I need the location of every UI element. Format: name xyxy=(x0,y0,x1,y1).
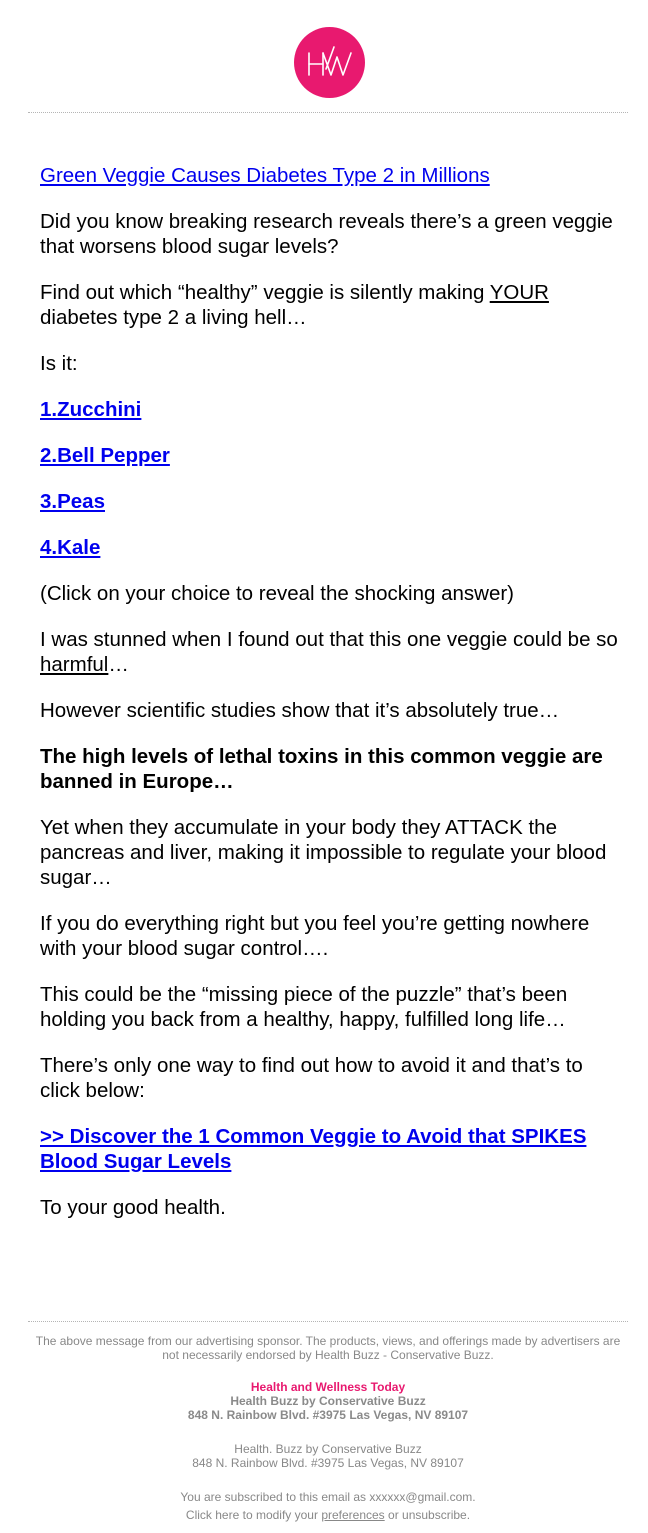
text: or unsubscribe. xyxy=(384,1508,471,1522)
emphasis-harmful: harmful xyxy=(40,653,109,676)
text: I was stunned when I found out that this one veggie could be so xyxy=(40,628,618,651)
footer-divider xyxy=(28,1321,628,1322)
choice-link-kale[interactable]: 4.Kale xyxy=(40,536,101,559)
footer-address-bold: 848 N. Rainbow Blvd. #3975 Las Vegas, NV 89107 xyxy=(187,1408,469,1422)
text: … xyxy=(108,653,129,676)
footer-company-bold: Health Buzz by Conservative Buzz xyxy=(230,1394,426,1408)
choice-link-zucchini[interactable]: 1.Zucchini xyxy=(40,398,142,421)
footer-subscribed: You are subscribed to this email as xxxxxx@gmail.com. xyxy=(180,1490,476,1504)
paragraph-click-note: (Click on your choice to reveal the shocking answer) xyxy=(40,582,514,605)
choice-link-peas[interactable]: 3.Peas xyxy=(40,490,105,513)
preferences-link[interactable]: preferences xyxy=(321,1508,385,1522)
text: Find out which “healthy” veggie is silently making xyxy=(40,281,490,304)
hw-logo-icon xyxy=(304,43,356,83)
paragraph-puzzle: This could be the “missing piece of the puzzle” that’s been holding you back from a healthy, happy, fulfilled long life… xyxy=(40,983,568,1031)
footer-disclaimer: The above message from our advertising sponsor. The products, views, and offerings made by advertisers are not necessarily endorsed by Health Buzz - Conservative Buzz. xyxy=(35,1334,621,1362)
text: diabetes type 2 a living hell… xyxy=(40,306,307,329)
text: Click here to modify your xyxy=(185,1508,322,1522)
hw-logo[interactable] xyxy=(294,27,365,98)
choice-link-bell-pepper[interactable]: 2.Bell Pepper xyxy=(40,444,170,467)
header-divider xyxy=(28,112,628,113)
email-footer xyxy=(28,1334,628,1522)
paragraph-stunned xyxy=(40,627,620,677)
paragraph-studies: However scientific studies show that it’s absolutely true… xyxy=(40,699,560,722)
paragraph-attack: Yet when they accumulate in your body they ATTACK the pancreas and liver, making it impossible to regulate your blood sugar… xyxy=(40,816,607,889)
emphasis-your: YOUR xyxy=(489,281,549,304)
footer-company: Health. Buzz by Conservative Buzz xyxy=(234,1442,422,1456)
paragraph-is-it: Is it: xyxy=(40,352,78,375)
cta-link[interactable]: >> Discover the 1 Common Veggie to Avoid that SPIKES Blood Sugar Levels xyxy=(40,1125,587,1173)
paragraph-signoff: To your good health. xyxy=(40,1196,226,1219)
footer-brand: Health and Wellness Today xyxy=(250,1380,406,1394)
footer-modify xyxy=(28,1508,628,1522)
paragraph-intro: Did you know breaking research reveals there’s a green veggie that worsens blood sugar levels? xyxy=(40,210,613,258)
paragraph-toxins-bold: The high levels of lethal toxins in this common veggie are banned in Europe… xyxy=(40,745,603,793)
headline-link[interactable]: Green Veggie Causes Diabetes Type 2 in Millions xyxy=(40,164,490,187)
footer-address: 848 N. Rainbow Blvd. #3975 Las Vegas, NV 89107 xyxy=(192,1456,464,1470)
email-body xyxy=(40,163,620,1241)
paragraph-find-out xyxy=(40,280,620,330)
paragraph-one-way: There’s only one way to find out how to avoid it and that’s to click below: xyxy=(40,1054,583,1102)
paragraph-nowhere: If you do everything right but you feel you’re getting nowhere with your blood sugar control…. xyxy=(40,912,590,960)
